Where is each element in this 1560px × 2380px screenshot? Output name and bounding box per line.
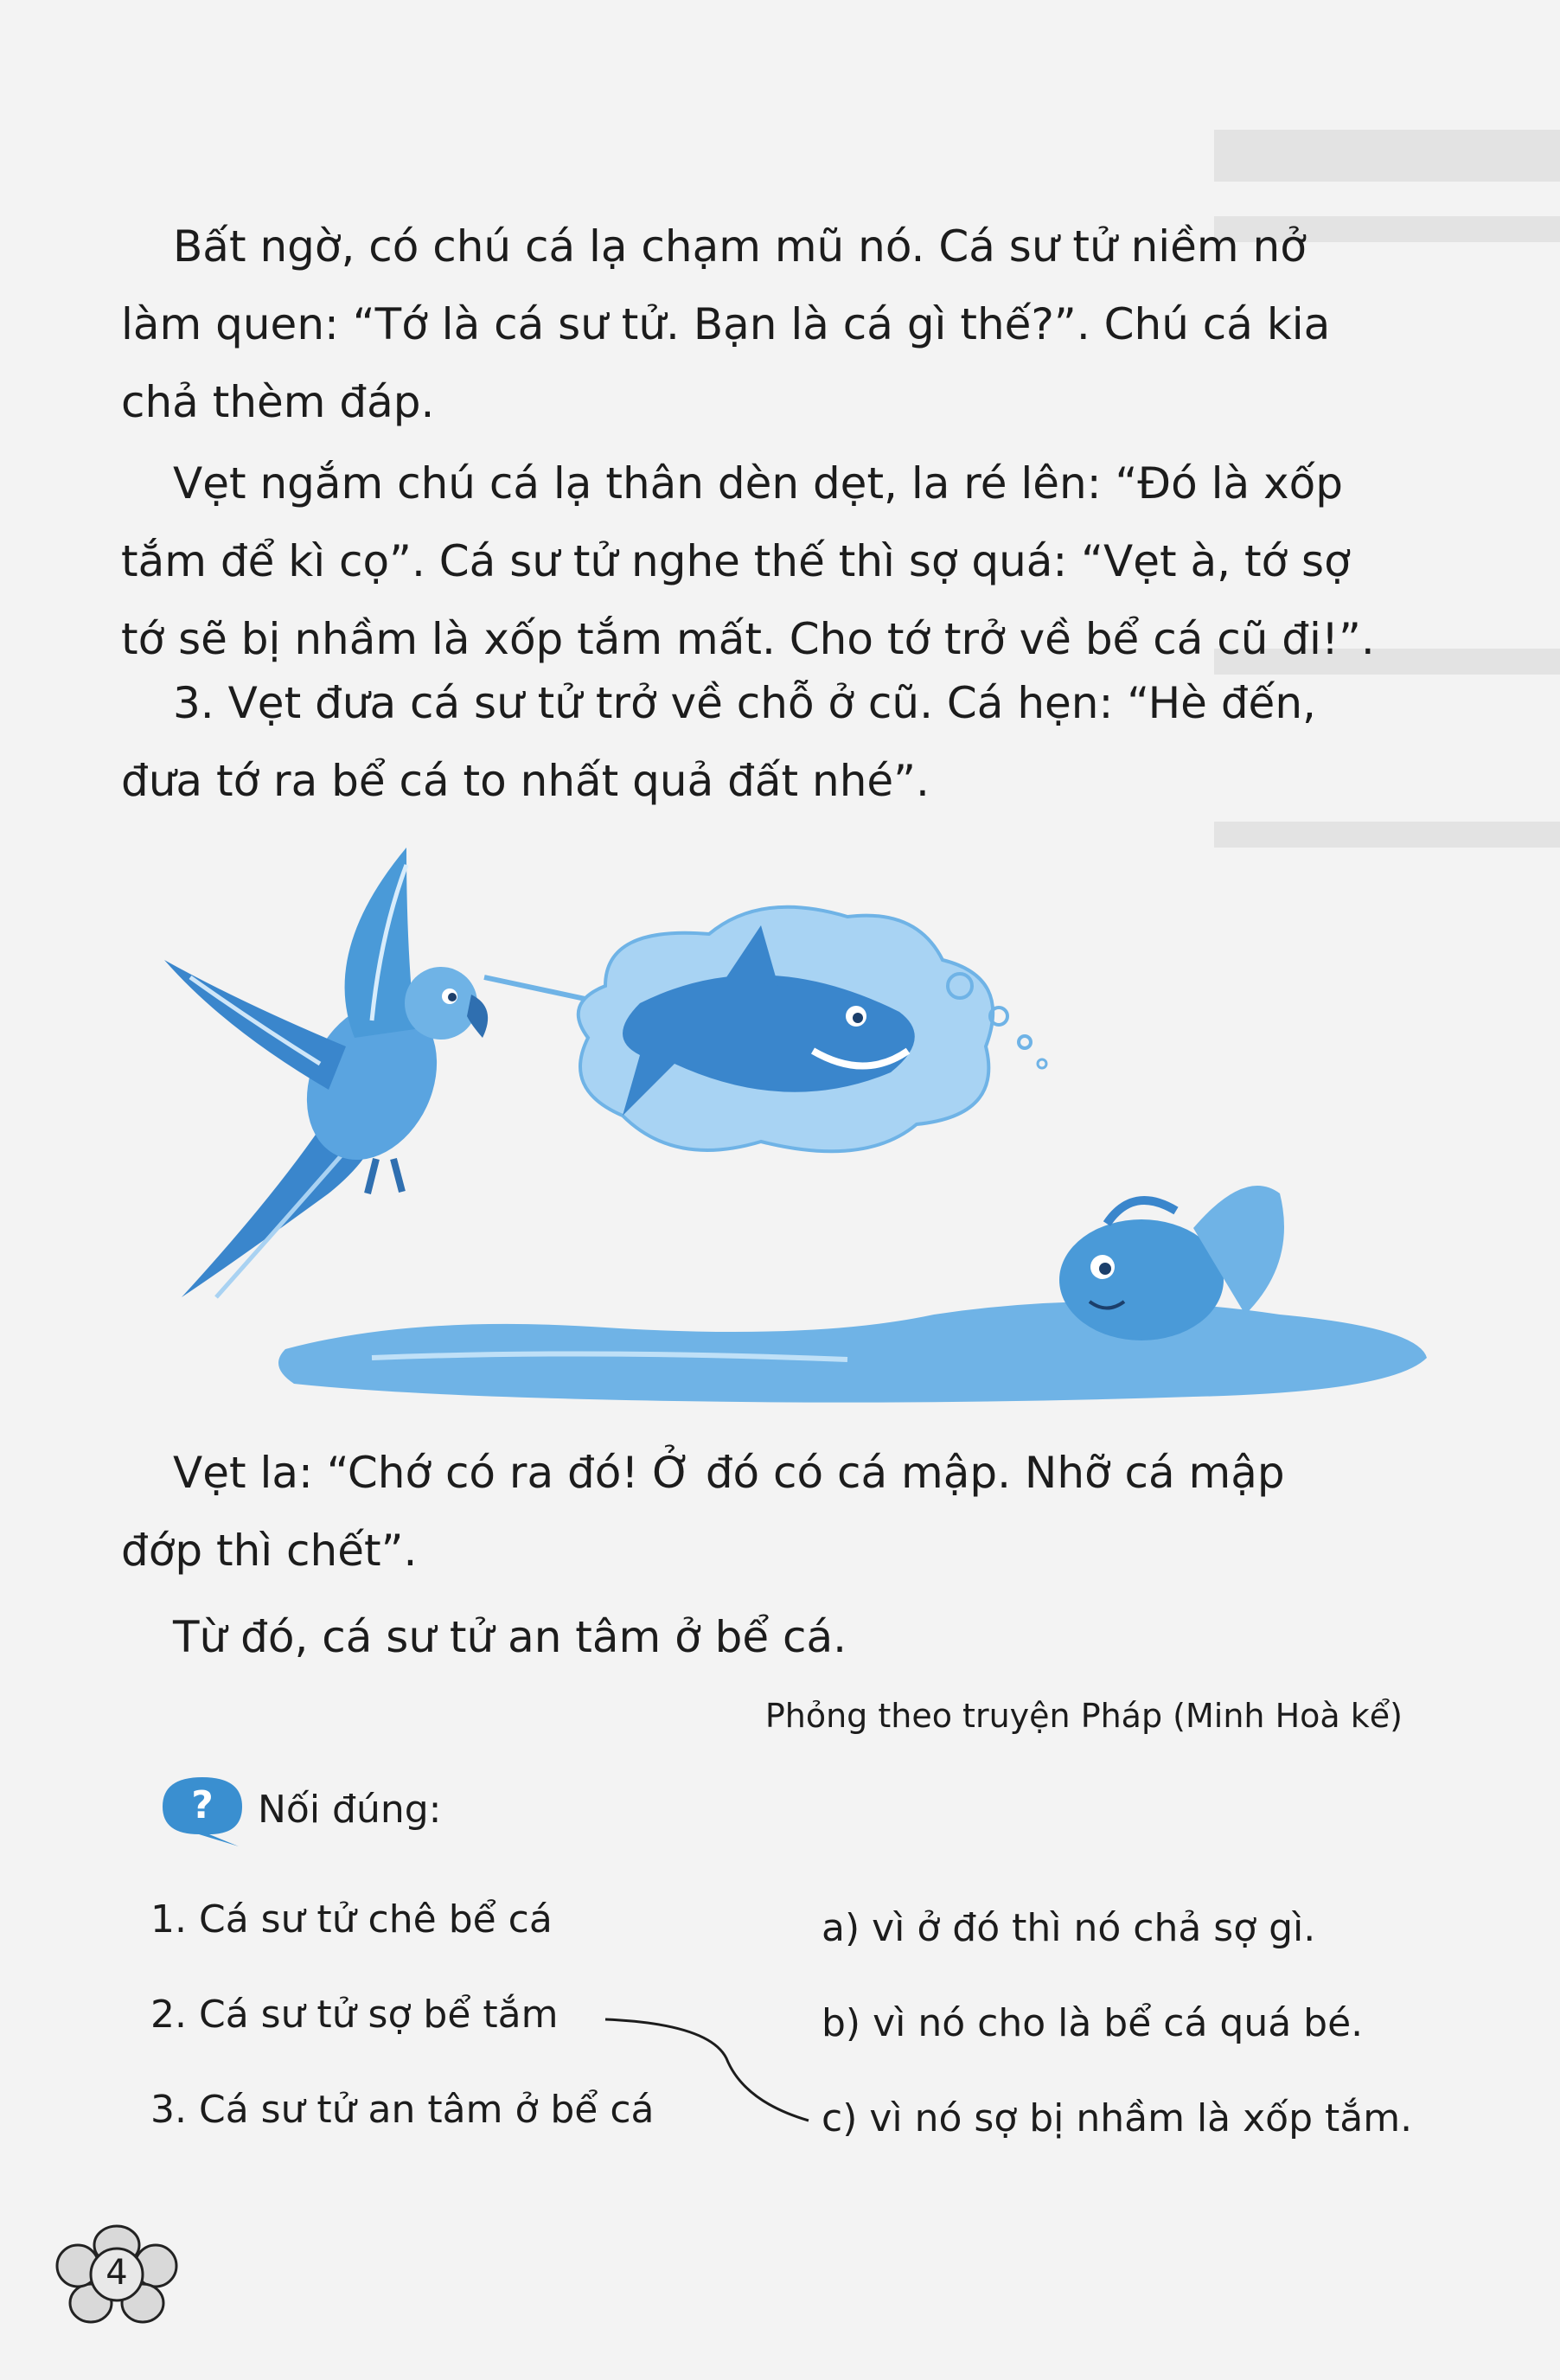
story-paragraph-4 [121,1434,1418,1590]
text-line: Từ đó, cá sư tử an tâm ở bể cá. [173,1612,847,1662]
match-right-item-c: c) vì nó sợ bị nhầm là xốp tắm. [822,2096,1413,2140]
text-line: tắm để kì cọ”. Cá sư tử nghe thế thì sợ quá: “Vẹt à, tớ sợ [121,536,1351,586]
question-badge-text: ? [191,1782,214,1827]
match-left-item-2: 2. Cá sư tử sợ bể tắm [150,1993,559,2037]
text-line: đưa tớ ra bể cá to nhất quả đất nhé”. [121,756,930,806]
story-paragraph-2 [121,445,1418,678]
text-line: Vẹt la: “Chớ có ra đó! Ở đó có cá mập. Nhỡ cá mập [173,1448,1285,1498]
story-paragraph-1 [121,208,1418,441]
text-line: 3. Vẹt đưa cá sư tử trở về chỗ ở cũ. Cá hẹn: “Hè đến, [173,678,1316,728]
match-left-item-1: 1. Cá sư tử chê bể cá [150,1897,553,1942]
water-pool-icon [278,1302,1427,1403]
match-left-item-3: 3. Cá sư tử an tâm ở bể cá [150,2088,655,2132]
story-illustration [156,830,1435,1418]
exercise-header [156,1775,442,1844]
text-line: chả thèm đáp. [121,377,435,427]
match-right-item-b: b) vì nó cho là bể cá quá bé. [822,2001,1364,2045]
parrot-icon [164,848,488,1297]
text-line: làm quen: “Tớ là cá sư tử. Bạn là cá gì thế?”. Chú cá kia [121,299,1331,349]
story-attribution: Phỏng theo truyện Pháp (Minh Hoà kể) [764,1697,1403,1735]
text-line: Bất ngờ, có chú cá lạ chạm mũ nó. Cá sư tử niềm nở [173,221,1307,272]
story-paragraph-3 [121,664,1418,820]
question-badge-icon [156,1770,251,1848]
text-line: tớ sẽ bị nhầm là xốp tắm mất. Cho tớ trở về bể cá cũ đi!”. [121,614,1375,664]
text-line: Vẹt ngắm chú cá lạ thân dèn dẹt, la ré lên: “Đó là xốp [173,458,1343,509]
shark-thought-icon [484,907,1046,1152]
match-right-item-a: a) vì ở đó thì nó chả sợ gì. [822,1906,1316,1950]
exercise-instruction: Nối đúng: [258,1787,442,1832]
page-number-badge [52,2221,182,2325]
page-number: 4 [105,2253,128,2293]
text-line: đớp thì chết”. [121,1526,418,1576]
story-paragraph-5 [121,1598,1418,1676]
